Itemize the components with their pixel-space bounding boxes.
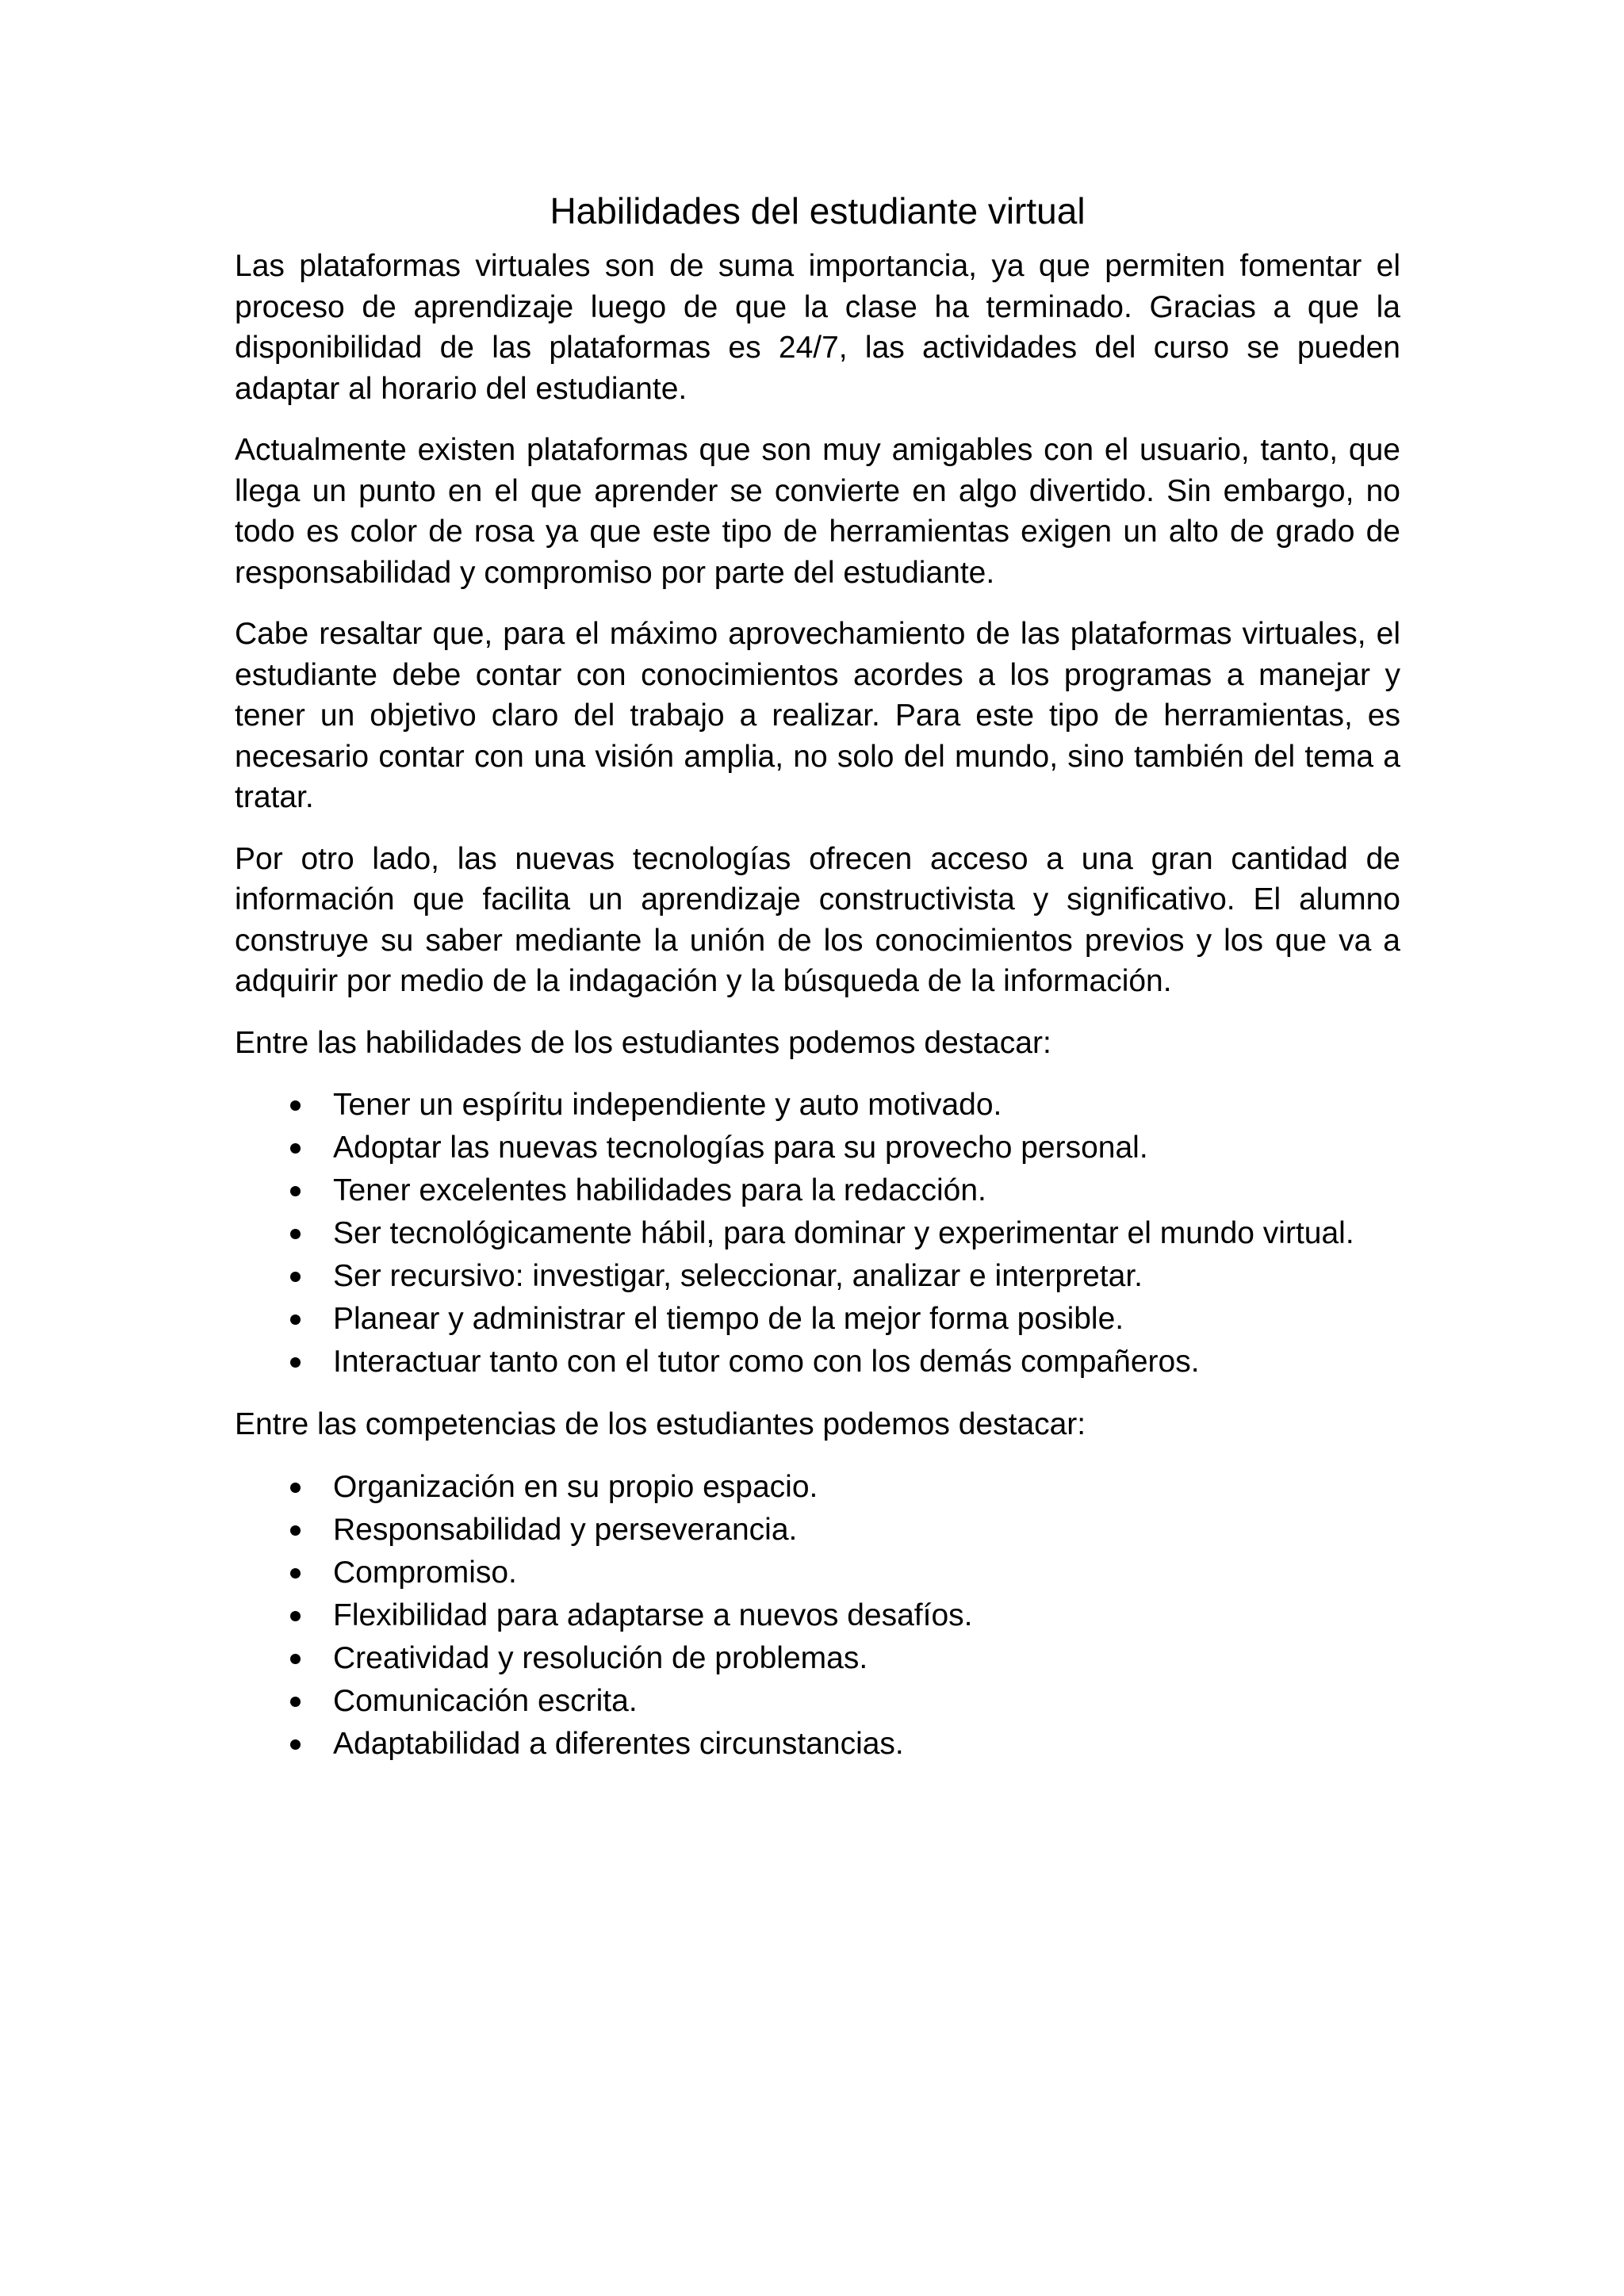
list-item-text: Ser tecnológicamente hábil, para dominar y experimentar el mundo virtual.: [333, 1216, 1354, 1250]
bullet-icon: [290, 1525, 301, 1536]
document-page: [235, 187, 1400, 1786]
list-item: [235, 1509, 1400, 1552]
skills-intro: Entre las habilidades de los estudiantes podemos destacar:: [235, 1025, 1051, 1060]
bullet-icon: [290, 1100, 301, 1111]
list-item: [235, 1298, 1400, 1341]
list-item-text: Adaptabilidad a diferentes circunstancias.: [333, 1726, 904, 1761]
skills-list: [235, 1084, 1400, 1383]
list-item-text: Planear y administrar el tiempo de la mejor forma posible.: [333, 1302, 1124, 1336]
bullet-icon: [290, 1143, 301, 1154]
list-item: [235, 1594, 1400, 1637]
list-item-text: Creatividad y resolución de problemas.: [333, 1640, 868, 1675]
bullet-icon: [290, 1654, 301, 1664]
list-item: [235, 1084, 1400, 1127]
bullet-icon: [290, 1611, 301, 1621]
list-item: [235, 1212, 1400, 1255]
list-item-text: Comunicación escrita.: [333, 1683, 638, 1718]
competencies-list: [235, 1466, 1400, 1766]
bullet-icon: [290, 1229, 301, 1239]
list-item: [235, 1723, 1400, 1766]
competencies-intro: Entre las competencias de los estudiantes podemos destacar:: [235, 1407, 1086, 1441]
bullet-icon: [290, 1314, 301, 1325]
list-item-text: Ser recursivo: investigar, seleccionar, analizar e interpretar.: [333, 1259, 1143, 1293]
bullet-icon: [290, 1272, 301, 1282]
list-item: [235, 1127, 1400, 1169]
bullet-icon: [290, 1483, 301, 1493]
list-item-text: Adoptar las nuevas tecnologías para su provecho personal.: [333, 1131, 1148, 1165]
paragraph: Cabe resaltar que, para el máximo aprovechamiento de las plataformas virtuales, el estudiante debe contar con conocimientos acordes a los programas a manejar y tener un objetivo claro del trabajo a realizar. Para este tipo de herramientas, es necesario contar con una visión amplia, no solo del mundo, sino también del tema a tratar.: [235, 617, 1400, 814]
list-item-text: Organización en su propio espacio.: [333, 1469, 818, 1504]
list-item: [235, 1255, 1400, 1298]
bullet-icon: [290, 1186, 301, 1196]
list-item: [235, 1637, 1400, 1680]
list-item-text: Responsabilidad y perseverancia.: [333, 1512, 798, 1547]
document-title: Habilidades del estudiante virtual: [550, 190, 1086, 232]
bullet-icon: [290, 1357, 301, 1368]
paragraph: Las plataformas virtuales son de suma importancia, ya que permiten fomentar el proceso de aprendizaje luego de que la clase ha terminado. Gracias a que la disponibilidad de las plataformas es 24/7, las actividades del curso se pueden adaptar al horario del estudiante.: [235, 249, 1400, 406]
paragraph: Actualmente existen plataformas que son muy amigables con el usuario, tanto, que llega un punto en el que aprender se convierte en algo divertido. Sin embargo, no todo es color de rosa ya que este tipo de herramientas exigen un alto de grado de responsabilidad y compromiso por parte del estudiante.: [235, 433, 1400, 590]
bullet-icon: [290, 1568, 301, 1578]
paragraph: Por otro lado, las nuevas tecnologías ofrecen acceso a una gran cantidad de información que facilita un aprendizaje constructivista y significativo. El alumno construye su saber mediante la unión de los conocimientos previos y los que va a adquirir por medio de la indagación y la búsqueda de la información.: [235, 841, 1400, 998]
bullet-icon: [290, 1697, 301, 1707]
list-item-text: Flexibilidad para adaptarse a nuevos desafíos.: [333, 1598, 973, 1632]
list-item-text: Tener un espíritu independiente y auto motivado.: [333, 1088, 1002, 1122]
list-item: [235, 1680, 1400, 1723]
list-item-text: Compromiso.: [333, 1555, 517, 1590]
list-item-text: Tener excelentes habilidades para la redacción.: [333, 1173, 986, 1207]
list-item-text: Interactuar tanto con el tutor como con los demás compañeros.: [333, 1345, 1200, 1379]
list-item: [235, 1552, 1400, 1594]
list-item: [235, 1341, 1400, 1383]
list-item: [235, 1169, 1400, 1212]
bullet-icon: [290, 1739, 301, 1750]
list-item: [235, 1466, 1400, 1509]
